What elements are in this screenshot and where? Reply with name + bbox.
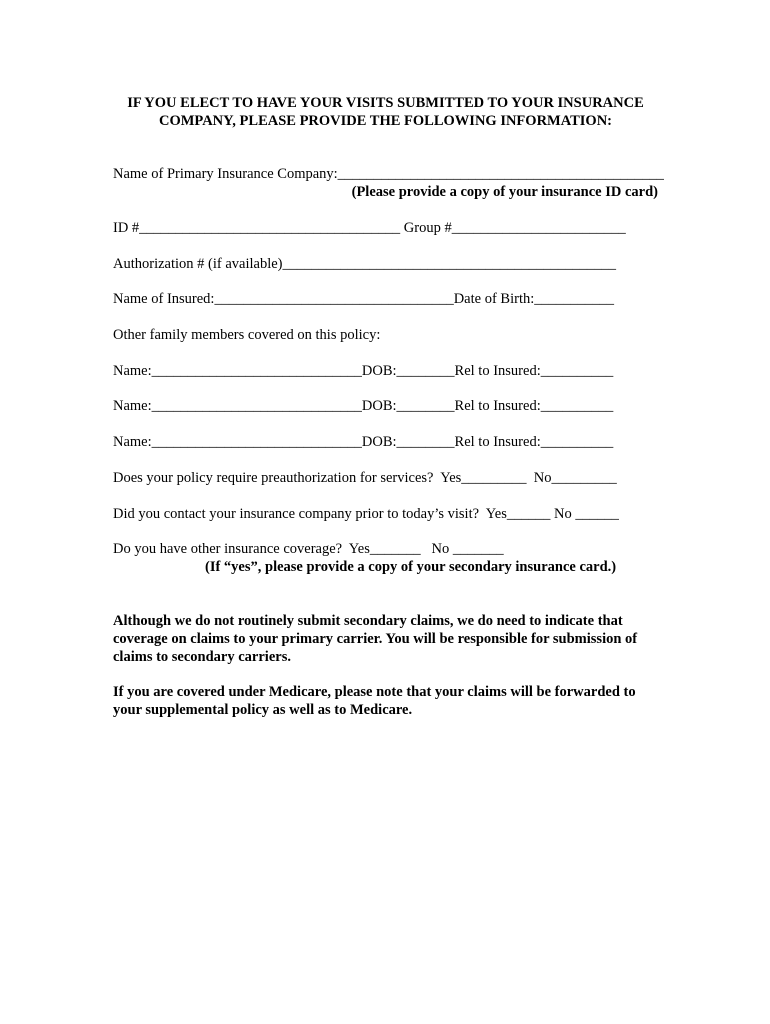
primary-insurance-company-field[interactable]: Name of Primary Insurance Company:_____________________________________________ [113,166,664,182]
preauthorization-question[interactable]: Does your policy require preauthorization for services? Yes_________ No_________ [113,470,617,486]
family-member-row[interactable]: Name:_____________________________DOB:________Rel to Insured:__________ [113,434,614,450]
insured-name-dob-fields[interactable]: Name of Insured:_________________________________Date of Birth:___________ [113,291,615,307]
form-heading: IF YOU ELECT TO HAVE YOUR VISITS SUBMITTED TO YOUR INSURANCE COMPANY, PLEASE PROVIDE THE FOLLOWING INFORMATION: [127,95,644,129]
medicare-paragraph: If you are covered under Medicare, please note that your claims will be forwarded to your supplemental policy as well as to Medicare. [113,684,636,718]
prior-contact-question[interactable]: Did you contact your insurance company prior to today’s visit? Yes______ No ______ [113,506,619,522]
secondary-claims-paragraph: Although we do not routinely submit secondary claims, we do need to indicate that coverage on claims to your primary carrier. You will be responsible for submission of claims to secondary carriers. [113,613,638,665]
family-member-row[interactable]: Name:_____________________________DOB:________Rel to Insured:__________ [113,398,614,414]
id-group-fields[interactable]: ID #____________________________________ Group #________________________ [113,220,626,236]
secondary-card-note: (If “yes”, please provide a copy of your secondary insurance card.) [205,559,617,575]
authorization-field[interactable]: Authorization # (if available)______________________________________________ [113,256,617,272]
family-members-intro: Other family members covered on this policy: [113,327,381,343]
other-coverage-question[interactable]: Do you have other insurance coverage? Yes_______ No _______ [113,541,504,557]
family-member-row[interactable]: Name:_____________________________DOB:________Rel to Insured:__________ [113,363,614,379]
id-card-note: (Please provide a copy of your insurance ID card) [351,184,658,200]
